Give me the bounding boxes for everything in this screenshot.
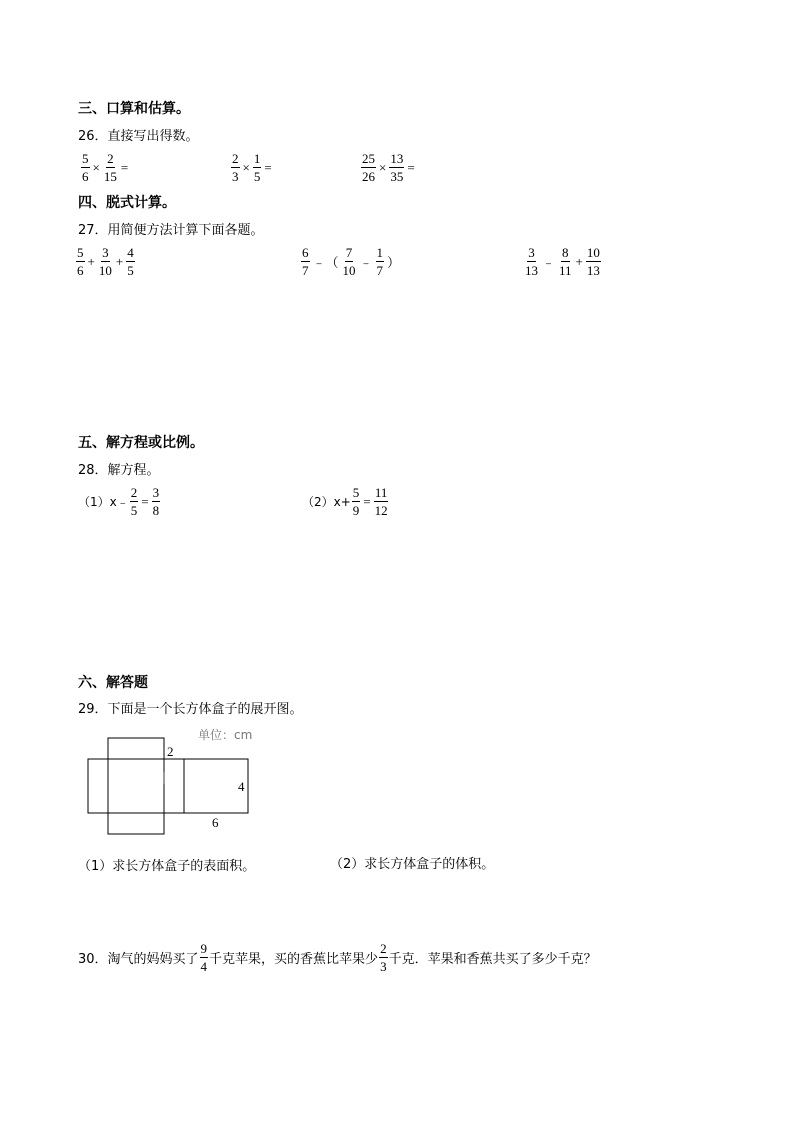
question-26-label: 26．直接写出得数。 bbox=[78, 129, 199, 144]
fraction: $\frac{2}{3}$ bbox=[380, 941, 387, 974]
fraction: $\frac{1}{7}$ bbox=[376, 245, 384, 278]
question-29-sub-1: （1）求长方体盒子的表面积。 bbox=[78, 859, 256, 874]
fraction: $\frac{4}{5}$ bbox=[127, 245, 134, 278]
q27-expression-2: $\frac{6}{7}$ ﹣（ $\frac{7}{10}$ ﹣ $\frac{1}{7}$ ） bbox=[302, 245, 401, 278]
fraction: $\frac{7}{10}$ bbox=[342, 245, 356, 278]
section-3-heading: 三、口算和估算。 bbox=[78, 101, 190, 117]
fraction: $\frac{5}{6}$ bbox=[82, 151, 89, 184]
fraction: $\frac{3}{8}$ bbox=[152, 485, 160, 518]
q27-expression-1: $\frac{5}{6}$ + $\frac{3}{10}$ + $\frac{4}{5}$ bbox=[77, 245, 134, 278]
q28-equation-2: （2）x+ $\frac{5}{9}$ = $\frac{11}{12}$ bbox=[302, 485, 388, 518]
net-middle-row bbox=[88, 759, 184, 813]
fraction: $\frac{1}{5}$ bbox=[253, 151, 261, 184]
q26-item-3: $\frac{25}{26}$ × $\frac{13}{35}$ = bbox=[362, 151, 415, 184]
fraction: $\frac{8}{11}$ bbox=[559, 245, 572, 278]
q26-item-2: $\frac{2}{3}$ × $\frac{1}{5}$ = bbox=[232, 151, 272, 184]
fraction: $\frac{3}{10}$ bbox=[98, 245, 112, 278]
question-28-label: 28．解方程。 bbox=[78, 463, 160, 478]
net-top-face bbox=[108, 738, 164, 759]
section-6-heading: 六、解答题 bbox=[78, 675, 148, 691]
q28-equation-1: （1）x﹣ $\frac{2}{5}$ = $\frac{3}{8}$ bbox=[78, 485, 160, 518]
question-27-label: 27．用简便方法计算下面各题。 bbox=[78, 223, 264, 238]
fraction: $\frac{2}{5}$ bbox=[130, 485, 138, 518]
fraction: $\frac{5}{9}$ bbox=[352, 485, 360, 518]
fraction: $\frac{13}{35}$ bbox=[390, 151, 404, 184]
fraction: $\frac{5}{6}$ bbox=[77, 245, 84, 278]
section-4-heading: 四、脱式计算。 bbox=[78, 195, 176, 211]
question-29-sub-2: （2）求长方体盒子的体积。 bbox=[330, 857, 495, 872]
unit-label: 单位：cm bbox=[198, 728, 253, 742]
q27-expression-3: $\frac{3}{13}$ ﹣ $\frac{8}{11}$ + $\frac{10}{13}$ bbox=[525, 245, 600, 278]
fraction: $\frac{11}{12}$ bbox=[374, 485, 388, 518]
fraction: $\frac{2}{15}$ bbox=[103, 151, 117, 184]
q26-item-1: $\frac{5}{6}$ × $\frac{2}{15}$ = bbox=[82, 151, 129, 184]
dimension-label-top: 2 bbox=[167, 744, 174, 759]
question-30: 30．淘气的妈妈买了 $\frac{9}{4}$ 千克苹果，买的香蕉比苹果少 $\frac{2}{3}$ 千克．苹果和香蕉共买了多少千克？ bbox=[78, 941, 597, 974]
net-bottom-face bbox=[108, 813, 164, 834]
dimension-label-bottom: 6 bbox=[212, 815, 219, 830]
question-29-label: 29．下面是一个长方体盒子的展开图。 bbox=[78, 702, 303, 717]
fraction: $\frac{2}{3}$ bbox=[232, 151, 239, 184]
fraction: $\frac{10}{13}$ bbox=[586, 245, 600, 278]
fraction: $\frac{9}{4}$ bbox=[200, 941, 208, 974]
fraction: $\frac{25}{26}$ bbox=[362, 151, 375, 184]
fraction: $\frac{6}{7}$ bbox=[302, 245, 309, 278]
fraction: $\frac{3}{13}$ bbox=[525, 245, 538, 278]
section-5-heading: 五、解方程或比例。 bbox=[78, 435, 204, 451]
dimension-label-right: 4 bbox=[238, 779, 245, 794]
